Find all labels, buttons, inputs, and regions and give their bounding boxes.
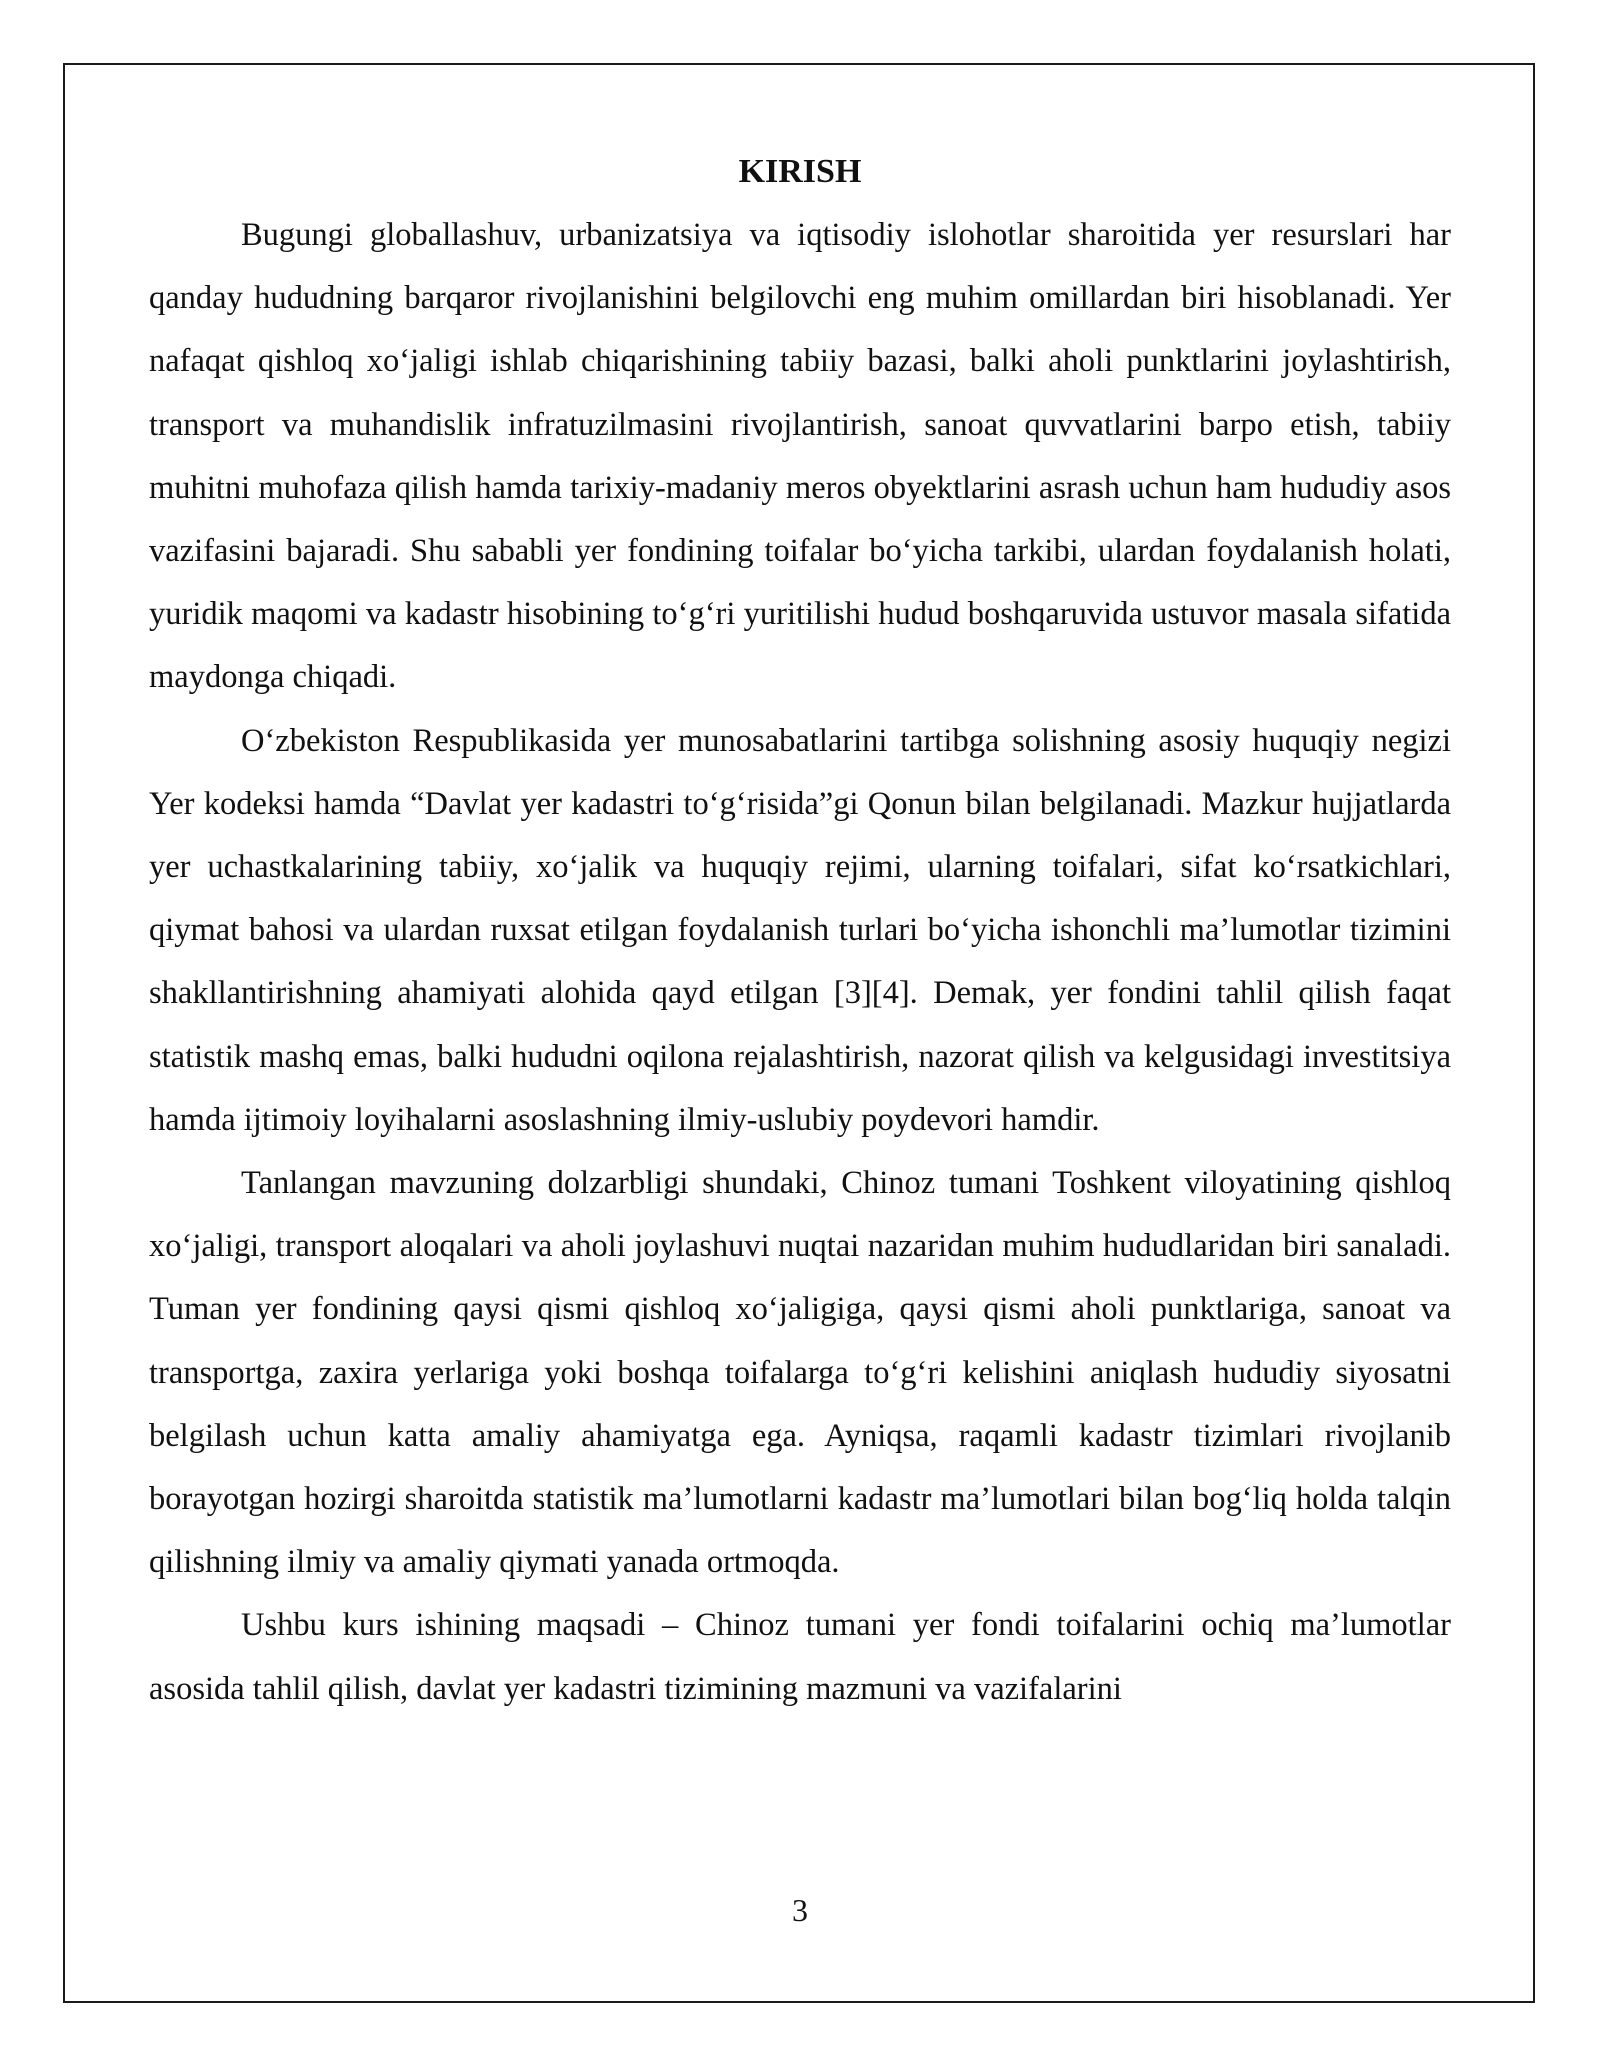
- page-number: 3: [792, 1892, 808, 1928]
- paragraph-2: O‘zbekiston Respublikasida yer munosabatlarini tartibga solishning asosiy huquqiy negizi Yer kodeksi hamda “Davlat yer kadastri to‘g‘risida”gi Qonun bilan belgilanadi. Mazkur hujjatlarda yer uchastkalarining tabiiy, xo‘jalik va huquqiy rejimi, ularning toifalari, sifat ko‘rsatkichlari, qiymat bahosi va ulardan ruxsat etilgan foydalanish turlari bo‘yicha ishonchli ma’lumotlar tizimini shakllantirishning ahamiyati alohida qayd etilgan [3][4]. Demak, yer fondini tahlil qilish faqat statistik mashq emas, balki hududni oqilona rejalashtirish, nazorat qilish va kelgusidagi investitsiya hamda ijtimoiy loyihalarni asoslashning ilmiy-uslubiy poydevori hamdir.: [149, 722, 1451, 1138]
- paragraph-4: Ushbu kurs ishining maqsadi – Chinoz tumani yer fondi toifalarini ochiq ma’lumotlar asosida tahlil qilish, davlat yer kadastri tizimining mazmuni va vazifalarini: [149, 1607, 1451, 1707]
- section-title: KIRISH: [738, 153, 862, 190]
- paragraph-1: Bugungi globallashuv, urbanizatsiya va iqtisodiy islohotlar sharoitida yer resurslari har qanday hududning barqaror rivojlanishini belgilovchi eng muhim omillardan biri hisoblanadi. Yer nafaqat qishloq xo‘jaligi ishlab chiqarishining tabiiy bazasi, balki aholi punktlarini joylashtirish, transport va muhandislik infratuzilmasini rivojlantirish, sanoat quvvatlarini barpo etish, tabiiy muhitni muhofaza qilish hamda tarixiy-madaniy meros obyektlarini asrash uchun ham hududiy asos vazifasini bajaradi. Shu sababli yer fondining toifalar bo‘yicha tarkibi, ulardan foydalanish holati, yuridik maqomi va kadastr hisobining to‘g‘ri yuritilishi hudud boshqaruvida ustuvor masala sifatida maydonga chiqadi.: [149, 217, 1451, 696]
- paragraph-3: Tanlangan mavzuning dolzarbligi shundaki, Chinoz tumani Toshkent viloyatining qishloq xo‘jaligi, transport aloqalari va aholi joylashuvi nuqtai nazaridan muhim hududlaridan biri sanaladi. Tuman yer fondining qaysi qismi qishloq xo‘jaligiga, qaysi qismi aholi punktlariga, sanoat va transportga, zaxira yerlariga yoki boshqa toifalarga to‘g‘ri kelishini aniqlash hududiy siyosatni belgilash uchun katta amaliy ahamiyatga ega. Ayniqsa, raqamli kadastr tizimlari rivojlanib borayotgan hozirgi sharoitda statistik ma’lumotlarni kadastr ma’lumotlari bilan bog‘liq holda talqin qilishning ilmiy va amaliy qiymati yanada ortmoqda.: [149, 1165, 1451, 1581]
- document-body: [149, 146, 1451, 1721]
